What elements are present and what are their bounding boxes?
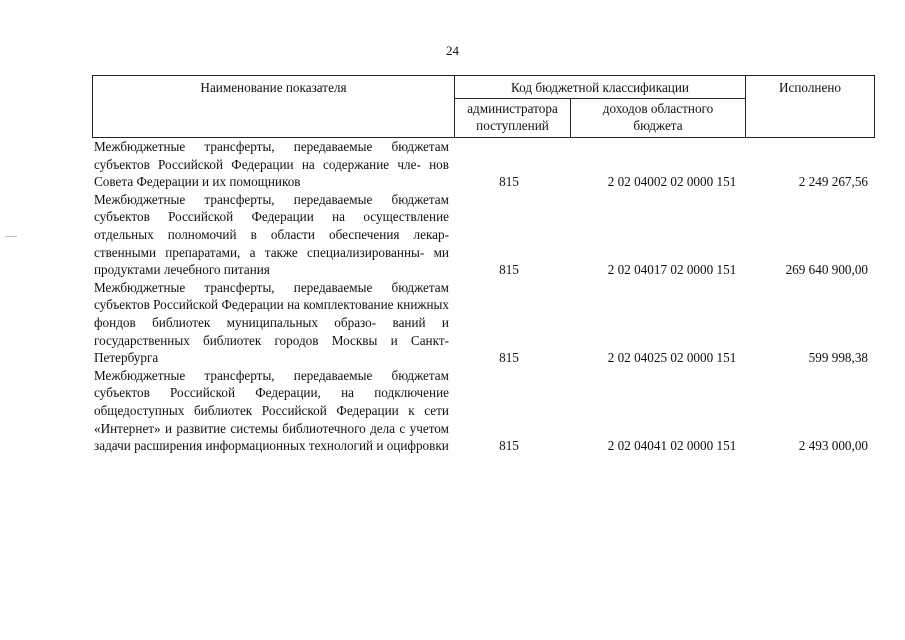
table-row <box>92 367 875 455</box>
header-name-label: Наименование показателя <box>200 80 347 95</box>
row-income-code: 2 02 04025 02 0000 151 <box>607 350 737 366</box>
row-indicator-name: Межбюджетные трансферты, передаваемые бюджетам субъектов Российской Федерации на содержание чле- нов Совета Федерации и их помощников <box>94 139 449 190</box>
row-amount: 269 640 900,00 <box>785 262 868 278</box>
row-amount: 599 998,38 <box>808 350 868 366</box>
table-body <box>92 138 875 455</box>
row-indicator-name: Межбюджетные трансферты, передаваемые бюджетам субъектов Российской Федерации на комплектование книжных фондов библиотек муниципальных образо- ваний и государственных библиотек городов Москвы и Санкт-Петербурга <box>94 279 449 366</box>
row-income-code: 2 02 04002 02 0000 151 <box>607 174 737 190</box>
header-executed-cell <box>745 75 875 138</box>
row-admin-code: 815 <box>499 438 519 454</box>
row-admin-code: 815 <box>499 174 519 190</box>
row-admin-code: 815 <box>499 262 519 278</box>
table-row <box>92 191 875 279</box>
table-row <box>92 279 875 367</box>
row-income-code: 2 02 04017 02 0000 151 <box>607 262 737 278</box>
scan-margin-mark <box>5 236 17 237</box>
header-executed-label: Исполнено <box>779 80 841 95</box>
header-code-group-cell <box>454 75 746 99</box>
row-amount: 2 493 000,00 <box>798 438 868 454</box>
page-number: 24 <box>446 43 459 58</box>
header-code-group-label: Код бюджетной классификации <box>511 80 689 95</box>
header-income-cell <box>570 98 746 138</box>
table-row <box>92 138 875 191</box>
row-admin-code: 815 <box>499 350 519 366</box>
header-admin-label: администратора поступлений <box>467 101 558 133</box>
row-amount: 2 249 267,56 <box>798 174 868 190</box>
header-name-cell <box>92 75 455 138</box>
row-income-code: 2 02 04041 02 0000 151 <box>607 438 737 454</box>
header-admin-cell <box>454 98 571 138</box>
row-indicator-name: Межбюджетные трансферты, передаваемые бюджетам субъектов Российской Федерации на осуществление отдельных полномочий в области обеспечения лекар- ственными препаратами, а также специализированны- ми продуктами лечебного питания <box>94 191 449 278</box>
row-indicator-name: Межбюджетные трансферты, передаваемые бюджетам субъектов Российской Федерации, на подключение общедоступных библиотек Российской Федерации к сети «Интернет» и развитие системы библиотечного дела с учетом задачи расширения информационных технологий и оцифровки <box>94 367 449 454</box>
header-income-label: доходов областного бюджета <box>602 101 714 133</box>
